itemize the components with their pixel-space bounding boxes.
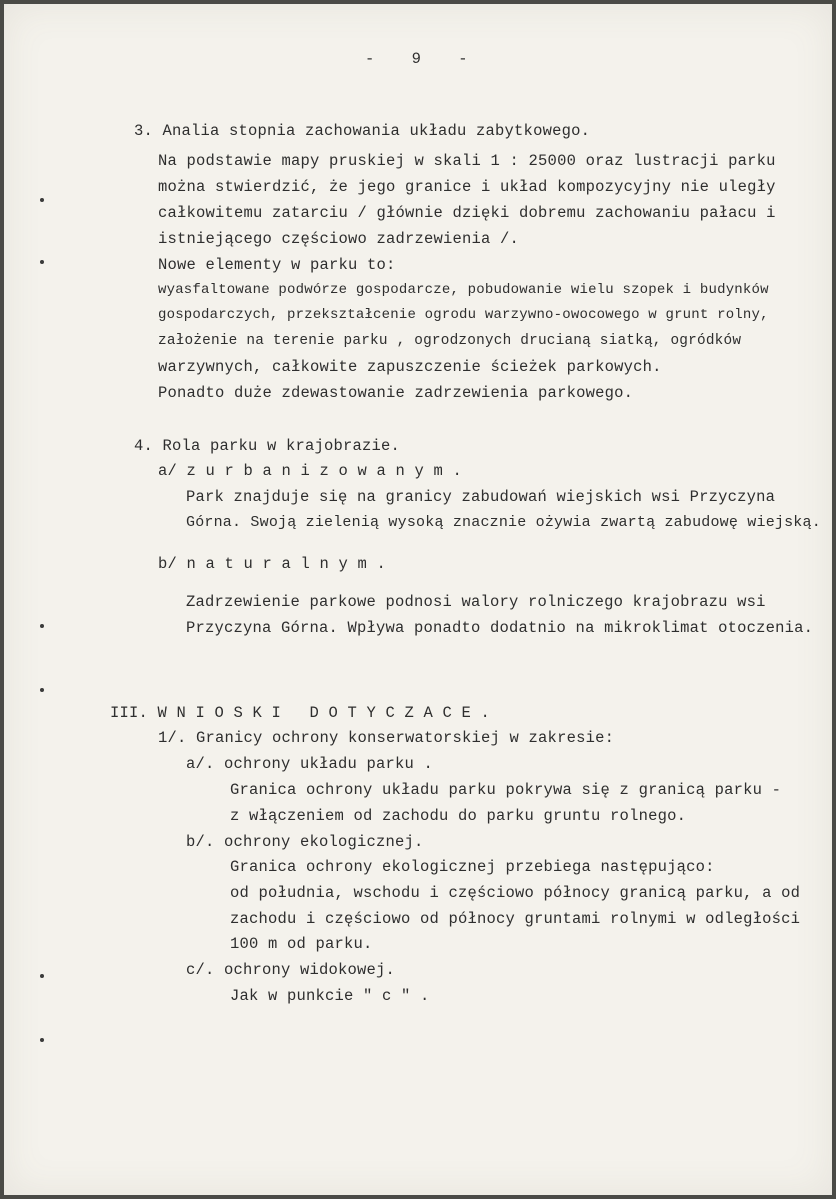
margin-mark (40, 1038, 44, 1042)
section-4-b-text-line: Zadrzewienie parkowe podnosi walory rolniczego krajobrazu wsi (186, 593, 766, 611)
section-3-paragraph-line: istniejącego częściowo zadrzewienia /. (158, 230, 520, 248)
section-iii-subitem-a: a/. ochrony układu parku . (186, 755, 434, 773)
section-4-subheading-a: a/ z u r b a n i z o w a n y m . (158, 462, 463, 480)
section-iii-subitem-b: b/. ochrony ekologicznej. (186, 833, 424, 851)
margin-mark (40, 974, 44, 978)
section-iii-b-text-line: zachodu i częściowo od północy gruntami rolnymi w odległości (230, 910, 801, 928)
section-3-list-line: Ponadto duże zdewastowanie zadrzewienia parkowego. (158, 384, 634, 402)
section-iii-b-text-line: od południa, wschodu i częściowo północy granicą parku, a od (230, 884, 801, 902)
section-4-a-text-line: Górna. Swoją zielenią wysoką znacznie ożywia zwartą zabudowę wiejską. (186, 514, 821, 531)
section-3-list-line: wyasfaltowane podwórze gospodarcze, pobudowanie wielu szopek i budynków (158, 282, 769, 298)
section-3-heading: 3. Analia stopnia zachowania układu zabytkowego. (134, 122, 591, 140)
margin-mark (40, 198, 44, 202)
page-number: - 9 - (365, 50, 482, 68)
margin-mark (40, 688, 44, 692)
section-iii-a-text-line: Granica ochrony układu parku pokrywa się z granicą parku - (230, 781, 782, 799)
section-iii-c-text: Jak w punkcie " c " . (230, 987, 430, 1005)
section-3-list-line: założenie na terenie parku , ogrodzonych drucianą siatką, ogródków (158, 333, 742, 349)
margin-mark (40, 624, 44, 628)
section-iii-subitem-c: c/. ochrony widokowej. (186, 961, 396, 979)
section-iii-heading: III. W N I O S K I D O T Y C Z A C E . (110, 704, 491, 722)
section-3-paragraph-line: Na podstawie mapy pruskiej w skali 1 : 25000 oraz lustracji parku (158, 152, 776, 170)
section-iii-item-1: 1/. Granicy ochrony konserwatorskiej w zakresie: (158, 729, 615, 747)
section-iii-b-text-line: Granica ochrony ekologicznej przebiega następująco: (230, 858, 715, 876)
section-4-heading: 4. Rola parku w krajobrazie. (134, 437, 401, 455)
section-3-paragraph-line: można stwierdzić, że jego granice i układ kompozycyjny nie uległy (158, 178, 776, 196)
section-4-subheading-b: b/ n a t u r a l n y m . (158, 555, 387, 573)
section-iii-b-text-line: 100 m od parku. (230, 935, 373, 953)
margin-mark (40, 260, 44, 264)
section-3-list-line: Nowe elementy w parku to: (158, 256, 396, 274)
section-4-b-text-line: Przyczyna Górna. Wpływa ponadto dodatnio na mikroklimat otoczenia. (186, 619, 814, 637)
section-3-paragraph-line: całkowitemu zatarciu / głównie dzięki dobremu zachowaniu pałacu i (158, 204, 776, 222)
section-3-list-line: warzywnych, całkowite zapuszczenie ścieżek parkowych. (158, 358, 662, 376)
document-page (4, 4, 832, 1195)
section-3-list-line: gospodarczych, przekształcenie ogrodu warzywno-owocowego w grunt rolny, (158, 307, 769, 323)
section-4-a-text-line: Park znajduje się na granicy zabudowań wiejskich wsi Przyczyna (186, 488, 776, 506)
section-iii-a-text-line: z włączeniem od zachodu do parku gruntu rolnego. (230, 807, 687, 825)
